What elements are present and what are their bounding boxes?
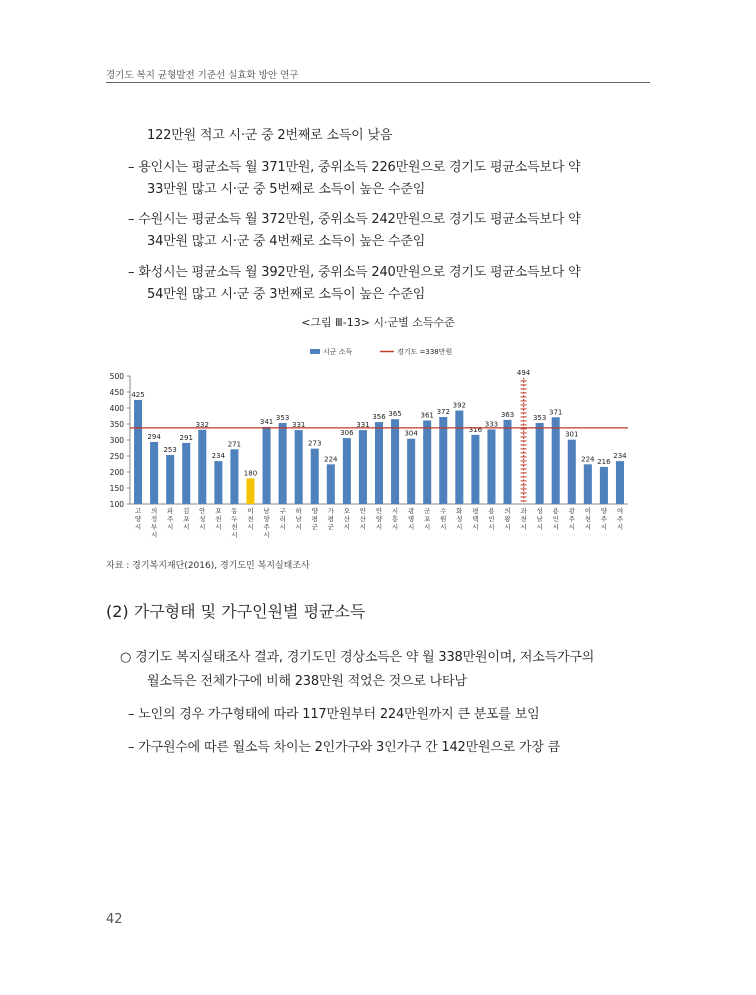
section-heading: (2) 가구형태 및 가구인원별 평균소득 (106, 602, 366, 621)
x-tick-label: 시 (231, 531, 238, 539)
chart-bar (423, 420, 431, 504)
chart-bar (600, 467, 608, 504)
legend-label-line: 경기도 =338만원 (397, 348, 453, 356)
chart-bar (552, 417, 560, 504)
chart-bar (487, 429, 495, 504)
data-label: 234 (613, 452, 627, 461)
x-tick-label: 화 (456, 507, 463, 515)
y-tick-label: 500 (109, 372, 124, 381)
chart-bar (455, 411, 463, 504)
chart-bar (343, 438, 351, 504)
x-tick-label: 시 (584, 523, 591, 531)
x-tick-label: 시 (456, 523, 463, 531)
x-tick-label: 시 (215, 523, 222, 531)
x-tick-label: 인 (488, 515, 495, 523)
x-tick-label: 주 (568, 515, 575, 523)
x-tick-label: 시 (424, 523, 431, 531)
x-tick-label: 택 (472, 515, 479, 523)
x-tick-label: 성 (456, 515, 463, 523)
chart-bar (407, 439, 415, 504)
chart-bar (584, 464, 592, 504)
paragraph-line: 122만원 적고 시·군 중 2번째로 소득이 낮음 (147, 128, 393, 143)
chart-bar (279, 423, 287, 504)
chart-bar (263, 427, 271, 504)
x-tick-label: 오 (343, 507, 351, 515)
chart-bar (504, 420, 512, 504)
x-tick-label: 시 (343, 523, 351, 531)
bullet-line: – 용인시는 평균소득 월 371만원, 중위소득 226만원으로 경기도 평균소득보다 약 (128, 160, 581, 175)
x-tick-label: 천 (584, 515, 591, 523)
x-tick-label: 시 (568, 523, 575, 531)
data-label: 253 (163, 446, 177, 455)
x-tick-label: 의 (150, 507, 158, 515)
x-tick-label: 남 (295, 515, 302, 523)
chart-bar (375, 422, 383, 504)
chart-bar (182, 443, 190, 504)
x-tick-label: 이 (584, 507, 591, 515)
x-tick-label: 남 (263, 507, 270, 515)
x-tick-label: 시 (504, 523, 511, 531)
paragraph-line: 34만원 많고 시·군 중 4번째로 소득이 높은 수준임 (147, 234, 426, 249)
x-tick-label: 시 (375, 523, 383, 531)
chart-bar (327, 464, 335, 504)
x-tick-label: 천 (215, 515, 222, 523)
x-tick-label: 시 (247, 523, 254, 531)
data-label: 361 (420, 411, 434, 420)
figure-source: 자료 : 경기복지재단(2016), 경기도민 복지실태조사 (106, 561, 310, 571)
x-tick-label: 포 (215, 507, 222, 515)
x-tick-label: 정 (150, 515, 158, 523)
data-label: 392 (452, 401, 467, 410)
y-tick-label: 150 (109, 484, 124, 493)
data-label: 371 (549, 408, 563, 417)
x-tick-label: 성 (199, 515, 206, 523)
x-tick-label: 하 (295, 507, 302, 515)
x-tick-label: 시 (488, 523, 495, 531)
x-tick-label: 여 (616, 507, 624, 515)
chart-bar (166, 455, 174, 504)
x-tick-label: 광 (407, 507, 415, 515)
chart-bar (214, 461, 222, 504)
x-tick-label: 구 (279, 507, 286, 515)
income-bar-chart (100, 340, 640, 555)
x-tick-label: 시 (199, 523, 206, 531)
x-tick-label: 시 (472, 523, 479, 531)
chart-bar (471, 435, 479, 504)
chart-bar (616, 461, 624, 504)
data-label: 291 (179, 433, 193, 442)
data-label: 306 (340, 429, 354, 438)
x-tick-label: 양 (134, 515, 142, 523)
data-label: 331 (356, 421, 370, 430)
chart-bar (359, 430, 367, 504)
x-tick-label: 남 (536, 515, 543, 523)
data-label: 316 (468, 425, 483, 434)
x-tick-label: 산 (359, 515, 367, 523)
data-label: 180 (243, 469, 258, 478)
chart-bar (134, 400, 142, 504)
x-tick-label: 시 (134, 523, 142, 531)
x-tick-label: 양 (311, 507, 318, 515)
data-label: 333 (484, 420, 499, 429)
x-tick-label: 왕 (504, 515, 511, 523)
bullet-line: – 수원시는 평균소득 월 372만원, 중위소득 242만원으로 경기도 평균소득보다 약 (128, 212, 581, 227)
y-tick-label: 400 (109, 404, 124, 413)
data-label: 331 (291, 421, 306, 430)
x-tick-label: 시 (407, 523, 415, 531)
data-label: 273 (308, 439, 322, 448)
bullet-line: – 화성시는 평균소득 월 392만원, 중위소득 240만원으로 경기도 평균소득보다 약 (128, 265, 581, 280)
x-tick-label: 고 (134, 507, 142, 515)
chart-bar (391, 419, 399, 504)
x-tick-label: 시 (391, 523, 399, 531)
x-tick-label: 두 (231, 515, 238, 523)
data-label: 425 (131, 391, 145, 399)
x-tick-label: 의 (504, 507, 511, 515)
x-tick-label: 용 (488, 507, 495, 515)
chart-bar (246, 478, 254, 504)
x-tick-label: 시 (167, 523, 174, 531)
paragraph-line: 월소득은 전체가구에 비해 238만원 적었은 것으로 나타남 (147, 674, 467, 689)
x-tick-label: 군 (311, 523, 318, 531)
data-label: 365 (388, 410, 402, 419)
y-tick-label: 350 (109, 420, 124, 429)
data-label: 301 (565, 430, 579, 439)
x-tick-label: 양 (263, 515, 270, 523)
x-tick-label: 가 (327, 507, 334, 515)
data-label: 363 (500, 410, 515, 419)
x-tick-label: 안 (375, 507, 383, 515)
data-label: 332 (195, 420, 209, 429)
x-tick-label: 평 (327, 515, 334, 523)
page-number: 42 (106, 912, 123, 927)
x-tick-label: 시 (183, 523, 190, 531)
x-tick-label: 안 (199, 507, 206, 515)
x-tick-label: 원 (440, 515, 447, 523)
x-tick-label: 시 (536, 523, 543, 531)
chart-bar (295, 430, 303, 504)
paragraph-line: 33만원 많고 시·군 중 5번째로 소득이 높은 수준임 (147, 182, 426, 197)
x-tick-label: 평 (311, 515, 318, 523)
data-label: 341 (259, 417, 274, 426)
data-label: 353 (532, 414, 547, 423)
x-tick-label: 부 (150, 523, 158, 531)
paragraph-line: 54만원 많고 시·군 중 3번째로 소득이 높은 수준임 (147, 287, 426, 302)
circle-bullet-line: ○ 경기도 복지실태조사 결과, 경기도민 경상소득은 약 월 338만원이며, 저소득가구의 (120, 650, 595, 665)
data-label: 216 (597, 457, 611, 466)
legend-label-bar: 시군 소득 (323, 348, 353, 356)
data-label: 271 (227, 440, 242, 449)
data-label: 304 (404, 429, 418, 438)
x-tick-label: 포 (424, 515, 431, 523)
bullet-line: – 노인의 경우 가구형태에 따라 117만원부터 224만원까지 큰 분포를 보임 (128, 707, 540, 722)
x-tick-label: 파 (167, 507, 174, 515)
data-label: 224 (324, 455, 338, 464)
x-tick-label: 시 (440, 523, 447, 531)
x-tick-label: 주 (167, 515, 174, 523)
x-tick-label: 동 (231, 507, 238, 515)
x-tick-label: 천 (247, 515, 254, 523)
x-tick-label: 김 (183, 507, 190, 515)
chart-bar (198, 430, 206, 504)
chart-bar (311, 449, 319, 504)
data-label: 224 (581, 455, 595, 464)
x-tick-label: 천 (520, 515, 527, 523)
x-tick-label: 이 (247, 507, 254, 515)
x-tick-label: 인 (552, 515, 559, 523)
data-label: 356 (372, 413, 386, 422)
y-tick-label: 300 (109, 436, 124, 445)
legend-swatch-bar (310, 349, 320, 354)
x-tick-label: 명 (407, 515, 415, 523)
x-tick-label: 양 (600, 507, 608, 515)
chart-bar (230, 449, 238, 504)
running-header: 경기도 복지 균형발전 기준선 실효화 방안 연구 (106, 70, 299, 81)
x-tick-label: 천 (231, 523, 238, 531)
x-tick-label: 수 (440, 507, 447, 515)
x-tick-label: 성 (536, 507, 543, 515)
bullet-line: – 가구원수에 따른 월소득 차이는 2인가구와 3인가구 간 142만원으로 가장 큼 (128, 740, 561, 755)
x-tick-label: 양 (375, 515, 383, 523)
y-tick-label: 250 (109, 452, 124, 461)
chart-bar (150, 442, 158, 504)
y-tick-label: 100 (109, 500, 124, 509)
x-tick-label: 시 (552, 523, 559, 531)
x-tick-label: 주 (600, 515, 608, 523)
x-tick-label: 안 (359, 507, 367, 515)
x-tick-label: 군 (327, 523, 334, 531)
x-tick-label: 산 (343, 515, 351, 523)
data-label: 353 (275, 414, 290, 423)
x-tick-label: 시 (263, 531, 270, 539)
x-tick-label: 시 (520, 523, 527, 531)
x-tick-label: 주 (616, 515, 624, 523)
x-tick-label: 용 (552, 507, 559, 515)
data-label: 294 (147, 432, 161, 441)
header-rule (106, 82, 650, 83)
x-tick-label: 군 (424, 507, 431, 515)
x-tick-label: 시 (150, 531, 158, 539)
data-label: 494 (516, 368, 531, 377)
x-tick-label: 시 (295, 523, 302, 531)
data-label: 372 (436, 407, 450, 416)
x-tick-label: 시 (279, 523, 286, 531)
y-tick-label: 200 (109, 468, 124, 477)
data-label: 234 (211, 452, 226, 461)
y-tick-label: 450 (109, 388, 124, 397)
x-tick-label: 포 (183, 515, 190, 523)
figure-caption: <그림 Ⅲ-13> 시·군별 소득수준 (301, 316, 455, 329)
chart-bar (568, 440, 576, 504)
chart-bar (536, 423, 544, 504)
x-tick-label: 주 (263, 523, 270, 531)
x-tick-label: 광 (568, 507, 575, 515)
x-tick-label: 과 (520, 507, 527, 515)
x-tick-label: 시 (359, 523, 367, 531)
x-tick-label: 평 (472, 507, 479, 515)
chart-bar (439, 417, 447, 504)
x-tick-label: 시 (600, 523, 608, 531)
x-tick-label: 흥 (391, 515, 399, 523)
x-tick-label: 시 (616, 523, 624, 531)
x-tick-label: 시 (391, 507, 399, 515)
x-tick-label: 리 (279, 515, 286, 523)
